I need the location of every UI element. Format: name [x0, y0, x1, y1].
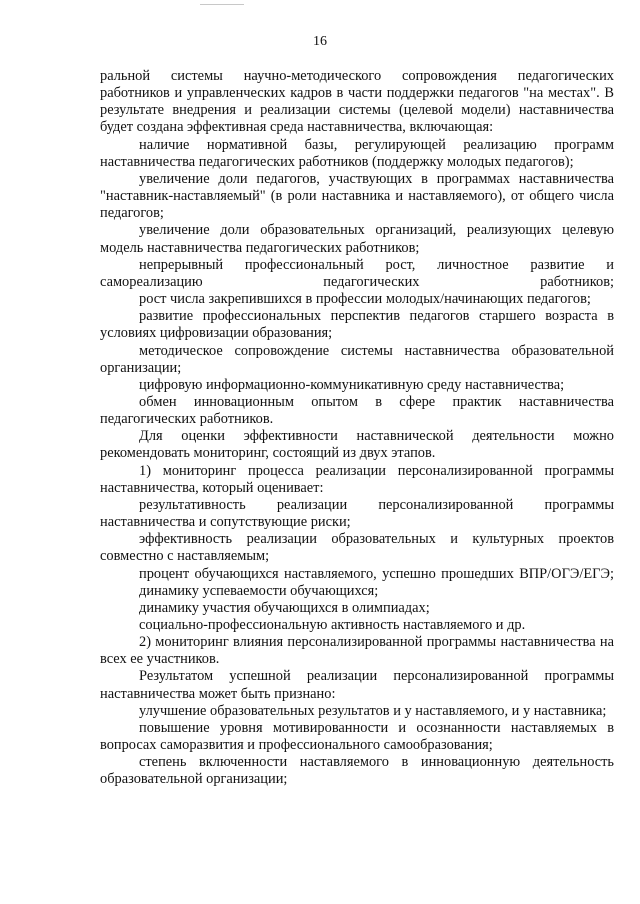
paragraph: динамику участия обучающихся в олимпиадах;: [139, 599, 430, 616]
paragraph: степень включенности наставляемого в инновационную деятельность образовательной организации;: [100, 754, 614, 788]
paragraph: развитие профессиональных перспектив педагогов старшего возраста в условиях цифровизации образования;: [100, 308, 614, 342]
scan-artifact-line: [200, 4, 244, 5]
paragraph: динамику успеваемости обучающихся;: [139, 582, 379, 599]
paragraph: непрерывный профессиональный рост, личностное развитие и самореализацию педагогических работников;: [100, 256, 614, 290]
paragraph: результативность реализации персонализированной программы наставничества и сопутствующие риски;: [100, 496, 614, 531]
paragraph: эффективность реализации образовательных и культурных проектов совместно с наставляемым;: [100, 531, 614, 565]
paragraph: рост числа закрепившихся в профессии молодых/начинающих педагогов;: [139, 291, 591, 308]
paragraph: увеличение доли педагогов, участвующих в программах наставничества "наставник-наставляемый" (в роли наставника и наставляемого), от общего числа педагогов;: [100, 170, 614, 222]
paragraph: 2) мониторинг влияния персонализированной программы наставничества на всех ее участников.: [100, 634, 614, 668]
paragraph: обмен инновационным опытом в сфере практик наставничества педагогических работников.: [100, 393, 614, 428]
paragraph: повышение уровня мотивированности и осознанности наставляемых в вопросах саморазвития и профессионального самообразования;: [100, 719, 614, 754]
paragraph: социально-профессиональную активность наставляемого и др.: [139, 617, 526, 633]
paragraph: Для оценки эффективности наставнической деятельности можно рекомендовать мониторинг, состоящий из двух этапов.: [100, 428, 614, 462]
page-body-text: [100, 68, 614, 789]
paragraph: ральной системы научно-методического сопровождения педагогических работников и управленческих кадров в части поддержки педагогов "на местах". В результате внедрения и реализации системы (целевой модели) наставничества будет создана эффективная среда наставничества, включающая:: [100, 68, 614, 136]
page-number: 16: [313, 34, 327, 49]
paragraph: цифровую информационно-коммуникативную среду наставничества;: [139, 376, 565, 393]
paragraph: увеличение доли образовательных организаций, реализующих целевую модель наставничества педагогических работников;: [100, 222, 614, 256]
paragraph: методическое сопровождение системы наставничества образовательной организации;: [100, 342, 614, 376]
paragraph: процент обучающихся наставляемого, успешно прошедших ВПР/ОГЭ/ЕГЭ;: [139, 565, 614, 582]
paragraph: Результатом успешной реализации персонализированной программы наставничества может быть признано:: [100, 668, 614, 702]
paragraph: улучшение образовательных результатов и у наставляемого, и у наставника;: [139, 702, 607, 719]
paragraph: наличие нормативной базы, регулирующей реализацию программ наставничества педагогических работников (поддержку молодых педагогов);: [100, 136, 614, 170]
paragraph: 1) мониторинг процесса реализации персонализированной программы наставничества, который оценивает:: [100, 462, 614, 496]
